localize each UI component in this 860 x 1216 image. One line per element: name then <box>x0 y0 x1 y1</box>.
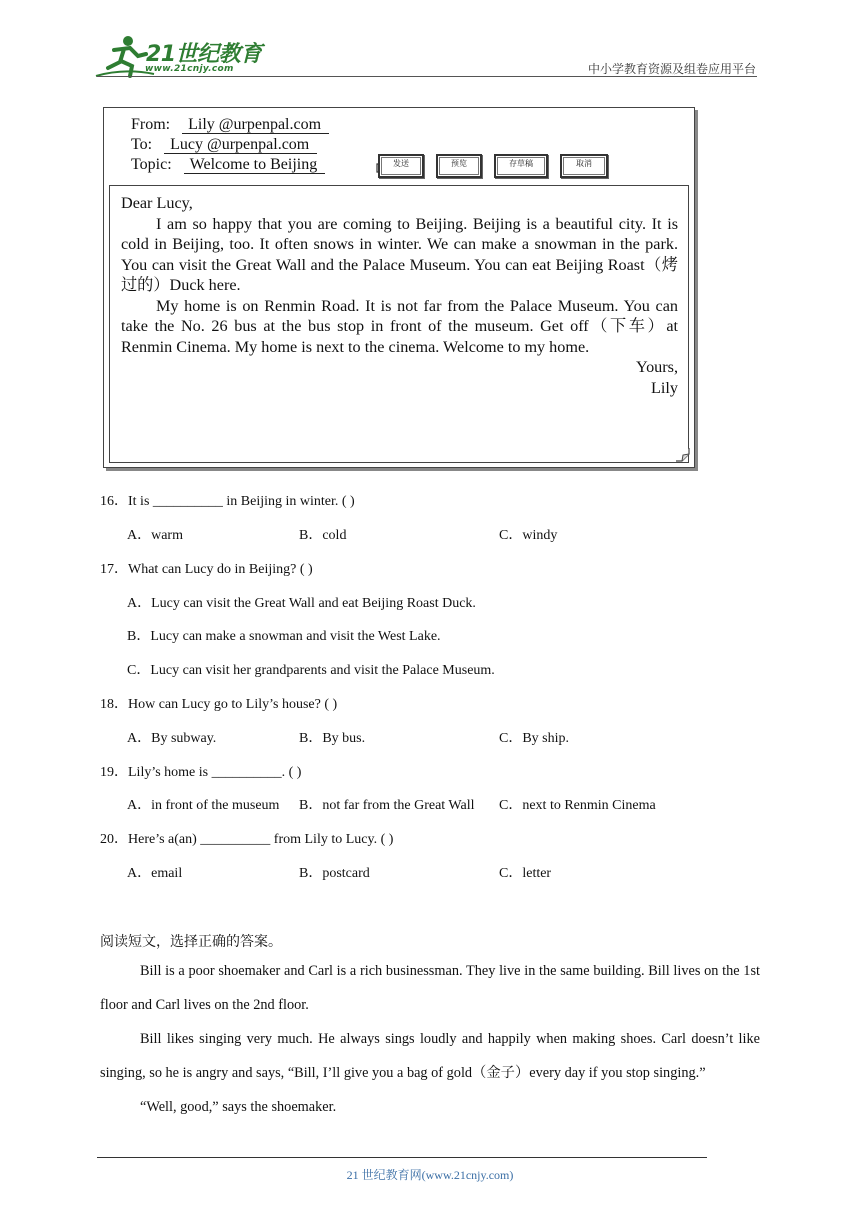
preview-button[interactable]: 预览 <box>436 154 482 178</box>
q16-option-b[interactable]: B．cold <box>299 528 347 543</box>
page-fold-icon <box>676 448 690 462</box>
question-16: 16．It is __________ in Beijing in winter. ( ) <box>100 494 355 509</box>
q19-option-a[interactable]: A．in front of the museum <box>127 798 280 813</box>
cancel-button[interactable]: 取消 <box>560 154 608 178</box>
q20-option-c[interactable]: C．letter <box>499 866 552 881</box>
to-value: Lucy @urpenpal.com <box>164 137 317 154</box>
q18-option-b[interactable]: B．By bus. <box>299 731 366 746</box>
topic-value: Welcome to Beijing <box>184 157 326 174</box>
q16-option-c[interactable]: C．windy <box>499 528 558 543</box>
topic-field <box>131 156 325 174</box>
q18-option-a[interactable]: A．By subway. <box>127 731 217 746</box>
header-divider <box>97 76 757 77</box>
passage-paragraph-3: “Well, good,” says the shoemaker. <box>140 1099 337 1115</box>
q20-option-b[interactable]: B．postcard <box>299 866 370 881</box>
to-field <box>131 136 317 154</box>
q19-option-b[interactable]: B．not far from the Great Wall <box>299 798 475 813</box>
reading-passage <box>100 954 760 1124</box>
question-17: 17．What can Lucy do in Beijing? ( ) <box>100 562 313 577</box>
q16-option-a[interactable]: A．warm <box>127 528 183 543</box>
letter-greeting: Dear Lucy, <box>121 194 193 212</box>
q17-option-b[interactable]: B．Lucy can make a snowman and visit the West Lake. <box>127 629 441 644</box>
q17-option-a[interactable]: A．Lucy can visit the Great Wall and eat Beijing Roast Duck. <box>127 596 476 611</box>
question-19: 19．Lily’s home is __________. ( ) <box>100 765 302 780</box>
letter-closing: Yours, <box>636 358 678 376</box>
from-label: From: <box>131 116 171 133</box>
letter-paragraph-2: My home is on Renmin Road. It is not far from the Palace Museum. You can take the No. 26 bus at the bus stop in front of the museum. Get off（下车）at Renmin Cinema. My home is next to the cinema. Welcome to my home. <box>121 296 678 356</box>
letter-signature: Lily <box>651 378 678 397</box>
reading-instruction: 阅读短文，选择正确的答案。 <box>100 934 282 950</box>
logo-text: 21世纪教育 <box>146 42 262 67</box>
q18-option-c[interactable]: C．By ship. <box>499 731 570 746</box>
q17-option-c[interactable]: C．Lucy can visit her grandparents and visit the Palace Museum. <box>127 663 495 678</box>
send-button[interactable]: 发送 <box>378 154 424 178</box>
question-20: 20．Here’s a(an) __________ from Lily to Lucy. ( ) <box>100 832 394 847</box>
from-field <box>131 116 329 134</box>
passage-paragraph-2: Bill likes singing very much. He always sings loudly and happily when making shoes. Carl doesn’t like singing, so he is angry and says, “Bill, I’ll give you a bag of gold（金子）every day if you stop singing.” <box>100 1031 760 1081</box>
from-value: Lily @urpenpal.com <box>182 117 329 134</box>
email-body-text <box>121 193 678 398</box>
footer-divider <box>97 1157 707 1158</box>
footer-text: 21 世纪教育网(www.21cnjy.com) <box>346 1168 514 1182</box>
topic-label: Topic: <box>131 156 172 173</box>
to-label: To: <box>131 136 153 153</box>
letter-paragraph-1: I am so happy that you are coming to Beijing. Beijing is a beautiful city. It is cold in Beijing, too. It often snows in winter. We can make a snowman in the park. You can visit the Great Wall and the Palace Museum. You can eat Beijing Roast（烤过的）Duck here. <box>121 214 678 294</box>
question-18: 18．How can Lucy go to Lily’s house? ( ) <box>100 697 338 712</box>
q20-option-a[interactable]: A．email <box>127 866 183 881</box>
q19-option-c[interactable]: C．next to Renmin Cinema <box>499 798 656 813</box>
passage-paragraph-1: Bill is a poor shoemaker and Carl is a rich businessman. They live in the same building. Bill lives on the 1st floor and Carl lives on the 2nd floor. <box>100 963 760 1013</box>
save-draft-button[interactable]: 存草稿 <box>494 154 548 178</box>
platform-name: 中小学教育资源及组卷应用平台 <box>587 62 756 76</box>
logo-url: www.21cnjy.com <box>145 64 234 74</box>
page-header <box>0 0 860 90</box>
